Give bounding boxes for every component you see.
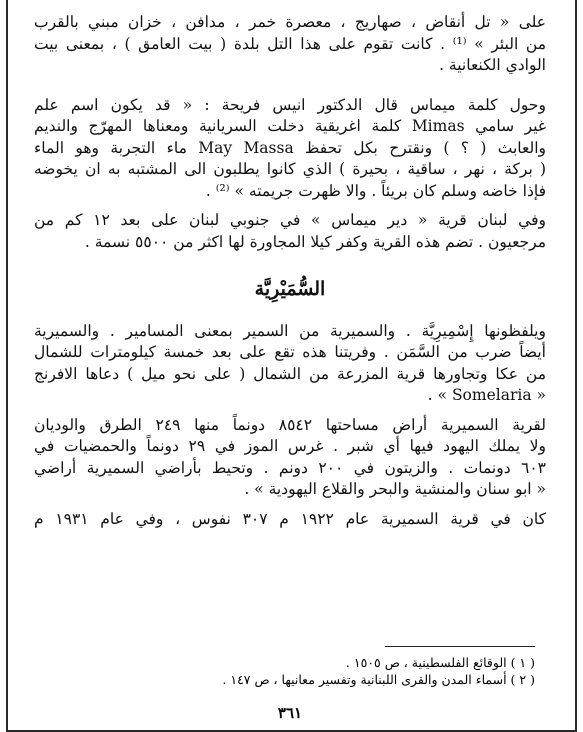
- text-line: غير سامي Mimas كلمة اغريقية دخلت السريانية ومعناها المهرّج والنديم: [34, 117, 546, 135]
- text-line: ٦٠٣ دونمات . والزيتون في ٢٠٠ دونم . وتحيط بأراضي السميرية أراضي: [34, 458, 546, 477]
- text-line: لقرية السميرية أراض مساحتها ٨٥٤٢ دونماً منها ٢٤٩ الطرق والوديان: [34, 415, 546, 434]
- document-page: [34, 12, 546, 530]
- section-heading: السُّمَيْرِيَّة: [254, 278, 326, 300]
- text-line: من عكا وتجاورها قرية المزرعة من الشمال ( على نحو ميل ) دعاها الافرنج: [34, 364, 546, 383]
- footnote-divider: [385, 646, 535, 647]
- paragraph-2: [34, 95, 546, 203]
- paragraph-1: [34, 12, 546, 77]
- page-number: ٣٦١: [277, 704, 303, 722]
- text-line: والعابث ( ؟ ) ونقترح بكل تحفظ May Massa ماء التجربة وهو الماء: [34, 138, 547, 157]
- text-line: فإذا خاضه وسلم كان بريئاً . والا ظهرت جريمته » ⁽²⁾ .: [205, 181, 546, 200]
- text-line: ( بركة ، نهر ، ساقية ، بحيرة ) الذي كانوا يطلبون الى المشتبه به ان يخوضه: [34, 160, 546, 178]
- text-line: ويلفظونها إِسْمِيرِيَّة . والسميرية من السمير بمعنى المسامير . والسميرية: [34, 321, 546, 340]
- paragraph-4: [34, 321, 546, 407]
- text-line: مرجعيون . تضم هذه القرية وكفر كيلا المجاورة لها اكثر من ٥٥٠٠ نسمة .: [84, 232, 546, 251]
- text-line: أيضاً ضرب من السَّمَن . وفريتنا هذه تقع على بعد خمسة كيلومترات للشمال: [34, 343, 546, 361]
- paragraph-3: [34, 210, 546, 253]
- text-line: كان في قرية السميرية عام ١٩٢٢ م ٣٠٧ نفوس ، وفي عام ١٩٣١ م: [34, 509, 546, 528]
- text-line: وفي لبنان قرية « دير ميماس » في جنوبي لبنان على بعد ١٢ كم من: [34, 211, 546, 229]
- text-line: ولا يملك اليهود فيها أي شبر . غرس الموز في ٢٩ دونماً والحمضيات في: [34, 437, 546, 455]
- text-line: « ابو سنان والمنشية والبحر والقلاع اليهودية » .: [244, 480, 546, 498]
- text-line: « Somelaria » .: [427, 386, 546, 404]
- page-frame: [6, 0, 577, 732]
- text-line: على « تل أنقاض ، صهاريج ، معصرة خمر ، مدافن ، خزان مبني بالقرب: [34, 13, 546, 31]
- footnotes: [115, 654, 535, 688]
- paragraph-6: [34, 509, 546, 531]
- paragraph-5: [34, 415, 546, 501]
- text-line: من البئر » ⁽¹⁾ . كانت تقوم على هذا التل بلدة ( بيت العامق ) ، بمعنى بيت: [34, 34, 547, 53]
- footnote: ( ١ ) الوقائع الفلسطينية ، ص ١٥٠٥ .: [345, 655, 535, 670]
- footnote: ( ٢ ) أسماء المدن والقرى اللبنانية وتفسير معانيها ، ص ١٤٧ .: [222, 672, 535, 687]
- text-line: الوادي الكنعانية .: [439, 56, 546, 74]
- text-line: وحول كلمة ميماس قال الدكتور انيس فريحة : « قد يكون اسم علم: [34, 95, 546, 114]
